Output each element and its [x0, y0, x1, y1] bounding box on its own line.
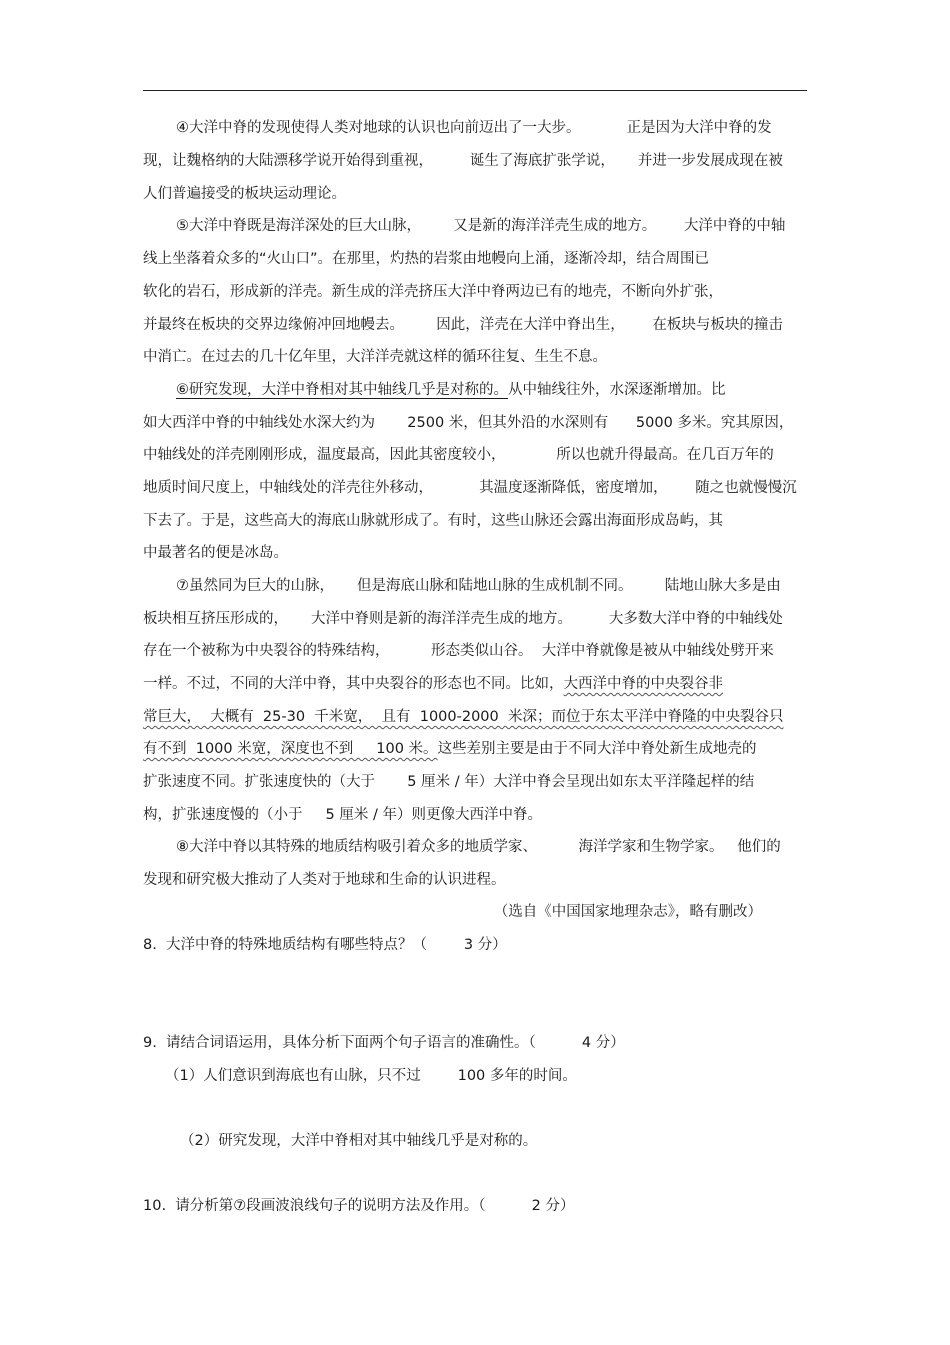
p6-line-6: 中最著名的便是冰岛。	[143, 545, 288, 561]
p5-line-2: 线上坐落着众多的“火山口”。在那里，灼热的岩浆由地幔向上涌，逐渐冷却，结合周围已	[143, 251, 710, 267]
p7-line-6-rest: 这些差别主要是由于不同大洋中脊处新生成地壳的	[437, 741, 757, 757]
p6-line-4: 地质时间尺度上，中轴线处的洋壳往外移动， 其温度逐渐降低，密度增加， 随之也就慢慢沉	[143, 480, 797, 496]
question-9-item-1: （1）人们意识到海底也有山脉，只不过 100 多年的时间。	[165, 1068, 577, 1084]
p7-line-4-plain: 一样。不过，不同的大洋中脊，其中央裂谷的形态也不同。比如，	[143, 676, 564, 692]
p7-wavy-sentence-middle: 常巨大， 大概有 25-30 千米宽， 且有 1000-2000 米深；而位于东太平洋中脊隆的中央裂谷只	[143, 709, 784, 725]
question-10: 10. 请分析第⑦段画波浪线句子的说明方法及作用。（ 2 分）	[143, 1198, 575, 1214]
p6-line-1	[176, 380, 726, 400]
p7-line-4	[143, 674, 723, 694]
p7-line-5	[143, 707, 783, 727]
p7-line-6	[143, 739, 757, 759]
p6-line-1-rest: 从中轴线往外，水深逐渐增加。比	[508, 382, 726, 398]
p7-line-7: 扩张速度不同。扩张速度快的（大于 5 厘米 / 年）大洋中脊会呈现出如东太平洋隆起样的结	[143, 774, 755, 790]
p6-line-5: 下去了。于是，这些高大的海底山脉就形成了。有时，这些山脉还会露出海面形成岛屿，其	[143, 513, 723, 529]
p8-line-2: 发现和研究极大推动了人类对于地球和生命的认识进程。	[143, 872, 506, 888]
p7-wavy-sentence-end: 有不到 1000 米宽，深度也不到 100 米。	[143, 741, 438, 757]
p4-line-2: 现，让魏格纳的大陆漂移学说开始得到重视， 诞生了海底扩张学说， 并进一步发展成现在被	[143, 153, 783, 169]
question-8: 8. 大洋中脊的特殊地质结构有哪些特点？（ 3 分）	[143, 937, 507, 953]
p7-line-8: 构，扩张速度慢的（小于 5 厘米 / 年）则更像大西洋中脊。	[143, 807, 542, 823]
p4-line-3: 人们普遍接受的板块运动理论。	[143, 186, 346, 202]
p5-line-5: 中消亡。在过去的几十亿年里，大洋洋壳就这样的循环往复、生生不息。	[143, 349, 607, 365]
question-9: 9. 请结合词语运用，具体分析下面两个句子语言的准确性。（ 4 分）	[143, 1035, 625, 1051]
p7-line-2: 板块相互挤压形成的， 大洋中脊则是新的海洋洋壳生成的地方。 大多数大洋中脊的中轴线处	[143, 611, 783, 627]
header-rule	[143, 90, 807, 91]
source-citation: （选自《中国国家地理杂志》，略有删改）	[493, 904, 762, 920]
p7-line-3: 存在一个被称为中央裂谷的特殊结构， 形态类似山谷。 大洋中脊就像是被从中轴线处劈开来	[143, 643, 774, 659]
p6-line-2: 如大西洋中脊的中轴线处水深大约为 2500 米，但其外沿的水深则有 5000 多米。究其原因，	[143, 415, 794, 431]
p6-line-3: 中轴线处的洋壳刚刚形成，温度最高，因此其密度较小， 所以也就升得最高。在几百万年的	[143, 447, 774, 463]
p8-line-1: ⑧大洋中脊以其特殊的地质结构吸引着众多的地质学家、 海洋学家和生物学家。 他们的	[176, 839, 781, 855]
question-9-item-2: （2）研究发现，大洋中脊相对其中轴线几乎是对称的。	[180, 1133, 538, 1149]
p5-line-1: ⑤大洋中脊既是海洋深处的巨大山脉， 又是新的海洋洋壳生成的地方。 大洋中脊的中轴	[176, 218, 786, 234]
p4-line-1: ④大洋中脊的发现使得人类对地球的认识也向前迈出了一大步。 正是因为大洋中脊的发	[176, 120, 772, 136]
p5-line-3: 软化的岩石，形成新的洋壳。新生成的洋壳挤压大洋中脊两边已有的地壳，不断向外扩张，	[143, 284, 723, 300]
p7-wavy-sentence-start: 大西洋中脊的中央裂谷非	[563, 676, 723, 692]
p7-line-1: ⑦虽然同为巨大的山脉， 但是海底山脉和陆地山脉的生成机制不同。 陆地山脉大多是由	[176, 578, 781, 594]
p5-line-4: 并最终在板块的交界边缘俯冲回地幔去。 因此，洋壳在大洋中脊出生， 在板块与板块的撞击	[143, 317, 783, 333]
p6-underlined-sentence: ⑥研究发现，大洋中脊相对其中轴线几乎是对称的。	[176, 382, 508, 398]
